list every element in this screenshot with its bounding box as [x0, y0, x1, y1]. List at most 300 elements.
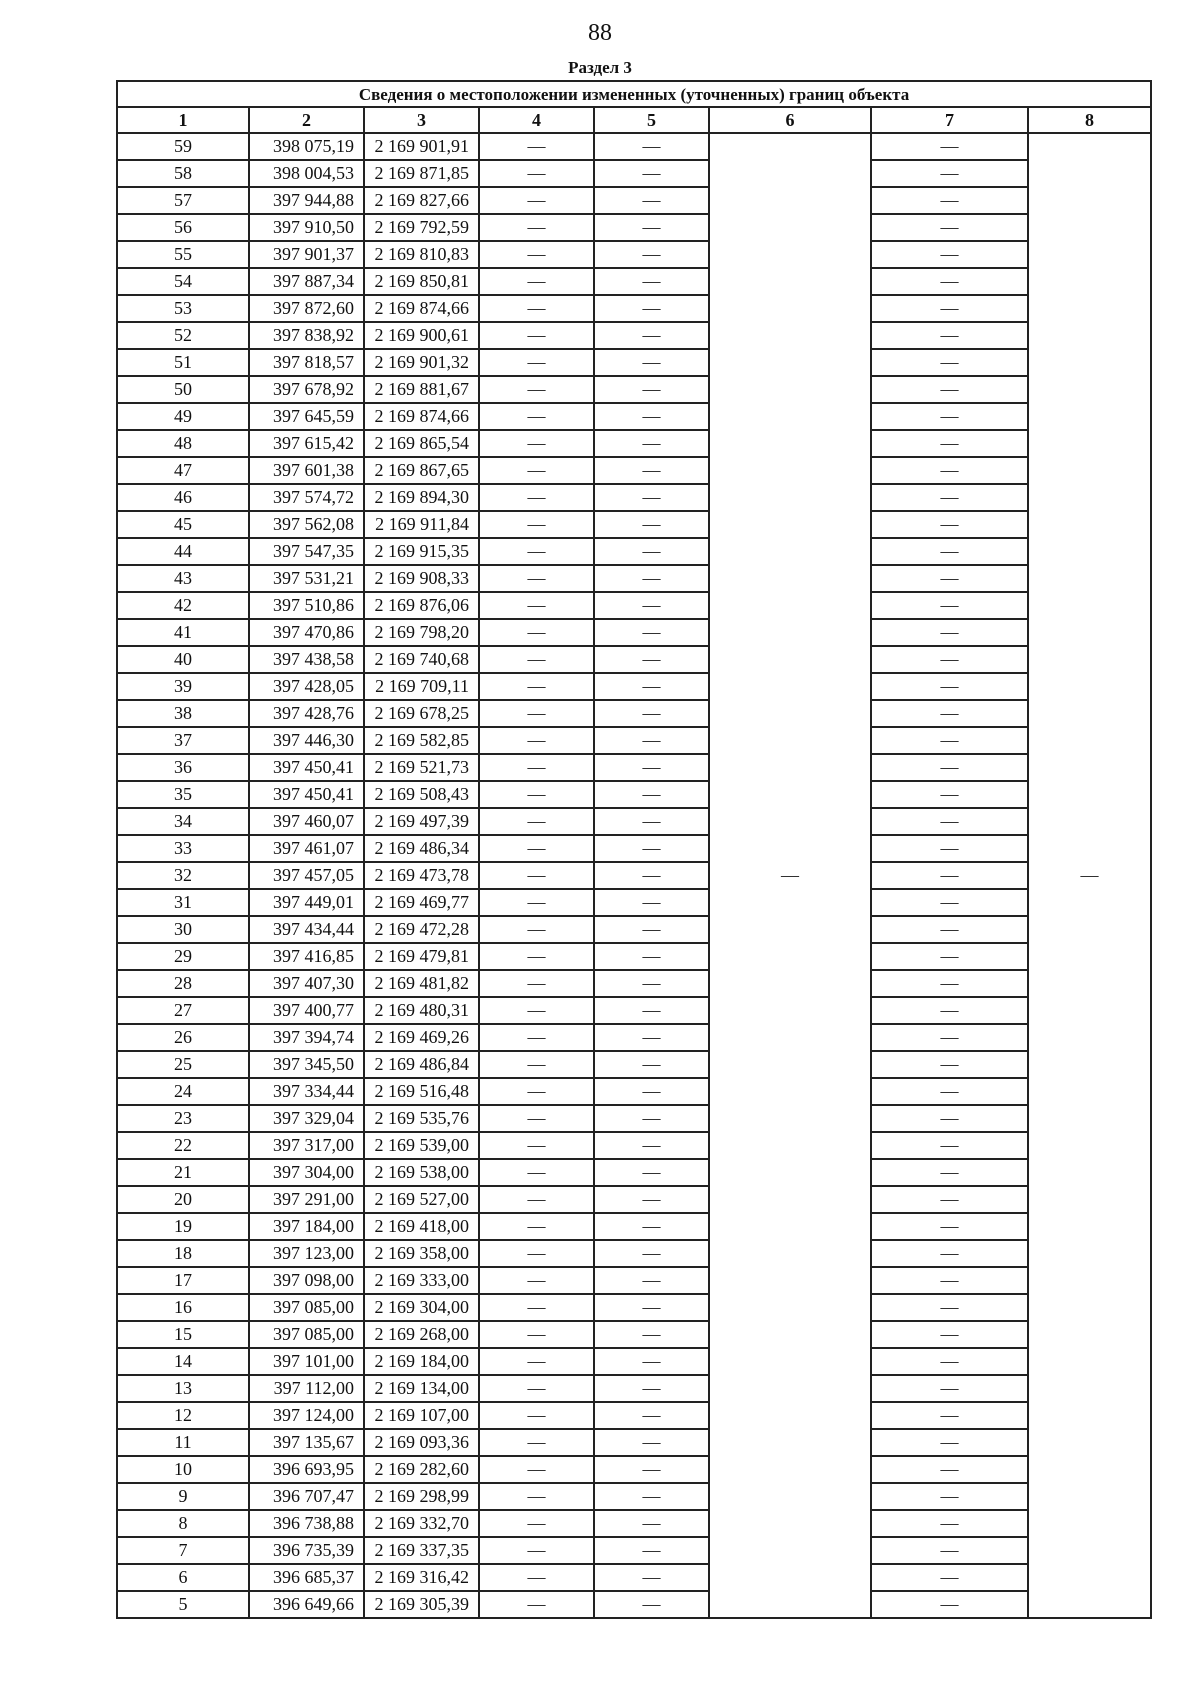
x-coordinate-cell: 398 004,53: [249, 160, 364, 187]
col4-cell: —: [479, 727, 594, 754]
point-number-cell: 6: [117, 1564, 249, 1591]
col4-cell: —: [479, 322, 594, 349]
col5-cell: —: [594, 1429, 709, 1456]
table-row: [117, 376, 1151, 403]
col5-cell: —: [594, 970, 709, 997]
x-coordinate-cell: 396 707,47: [249, 1483, 364, 1510]
col4-cell: —: [479, 889, 594, 916]
col7-cell: —: [871, 916, 1028, 943]
col5-cell: —: [594, 781, 709, 808]
y-coordinate-cell: 2 169 527,00: [364, 1186, 479, 1213]
col5-cell: —: [594, 916, 709, 943]
col5-cell: —: [594, 997, 709, 1024]
table-row: [117, 862, 1151, 889]
col4-cell: —: [479, 943, 594, 970]
col4-cell: —: [479, 1051, 594, 1078]
x-coordinate-cell: 397 394,74: [249, 1024, 364, 1051]
col7-cell: —: [871, 376, 1028, 403]
col4-cell: —: [479, 997, 594, 1024]
y-coordinate-cell: 2 169 535,76: [364, 1105, 479, 1132]
col4-cell: —: [479, 538, 594, 565]
table-row: [117, 808, 1151, 835]
x-coordinate-cell: 397 470,86: [249, 619, 364, 646]
x-coordinate-cell: 397 184,00: [249, 1213, 364, 1240]
y-coordinate-cell: 2 169 481,82: [364, 970, 479, 997]
table-row: [117, 1105, 1151, 1132]
y-coordinate-cell: 2 169 298,99: [364, 1483, 479, 1510]
y-coordinate-cell: 2 169 516,48: [364, 1078, 479, 1105]
x-coordinate-cell: 398 075,19: [249, 133, 364, 160]
col7-cell: —: [871, 781, 1028, 808]
y-coordinate-cell: 2 169 740,68: [364, 646, 479, 673]
col7-cell: —: [871, 1510, 1028, 1537]
point-number-cell: 47: [117, 457, 249, 484]
col4-cell: —: [479, 133, 594, 160]
col7-cell: —: [871, 619, 1028, 646]
point-number-cell: 45: [117, 511, 249, 538]
x-coordinate-cell: 396 738,88: [249, 1510, 364, 1537]
col7-cell: —: [871, 538, 1028, 565]
col4-cell: —: [479, 673, 594, 700]
col4-cell: —: [479, 1591, 594, 1618]
point-number-cell: 36: [117, 754, 249, 781]
boundary-table: [116, 80, 1152, 1619]
x-coordinate-cell: 397 457,05: [249, 862, 364, 889]
col7-cell: —: [871, 646, 1028, 673]
col5-cell: —: [594, 457, 709, 484]
col4-cell: —: [479, 1321, 594, 1348]
col4-cell: —: [479, 970, 594, 997]
column-number: 7: [871, 107, 1028, 133]
x-coordinate-cell: 397 400,77: [249, 997, 364, 1024]
col4-cell: —: [479, 457, 594, 484]
col7-cell: —: [871, 1240, 1028, 1267]
x-coordinate-cell: 397 872,60: [249, 295, 364, 322]
col7-cell: —: [871, 430, 1028, 457]
table-row: [117, 1078, 1151, 1105]
table-row: [117, 916, 1151, 943]
x-coordinate-cell: 397 601,38: [249, 457, 364, 484]
x-coordinate-cell: 397 416,85: [249, 943, 364, 970]
col4-cell: —: [479, 754, 594, 781]
table-row: [117, 187, 1151, 214]
col4-cell: —: [479, 835, 594, 862]
col5-cell: —: [594, 214, 709, 241]
x-coordinate-cell: 397 678,92: [249, 376, 364, 403]
col4-cell: —: [479, 403, 594, 430]
point-number-cell: 20: [117, 1186, 249, 1213]
col5-cell: —: [594, 1213, 709, 1240]
col7-cell: —: [871, 1294, 1028, 1321]
y-coordinate-cell: 2 169 709,11: [364, 673, 479, 700]
col7-cell: —: [871, 1402, 1028, 1429]
x-coordinate-cell: 397 547,35: [249, 538, 364, 565]
col4-cell: —: [479, 646, 594, 673]
col7-cell: —: [871, 1375, 1028, 1402]
x-coordinate-cell: 397 438,58: [249, 646, 364, 673]
x-coordinate-cell: 396 693,95: [249, 1456, 364, 1483]
table-row: [117, 1294, 1151, 1321]
col7-cell: —: [871, 1186, 1028, 1213]
x-coordinate-cell: 397 329,04: [249, 1105, 364, 1132]
x-coordinate-cell: 397 838,92: [249, 322, 364, 349]
col7-cell: —: [871, 1483, 1028, 1510]
col4-cell: —: [479, 1267, 594, 1294]
y-coordinate-cell: 2 169 333,00: [364, 1267, 479, 1294]
col4-cell: —: [479, 781, 594, 808]
section-title: Раздел 3: [568, 58, 632, 77]
x-coordinate-cell: 397 450,41: [249, 781, 364, 808]
table-title: Сведения о местоположении измененных (уточненных) границ объекта: [117, 81, 1151, 107]
col5-cell: —: [594, 241, 709, 268]
col5-cell: —: [594, 1267, 709, 1294]
y-coordinate-cell: 2 169 908,33: [364, 565, 479, 592]
col7-cell: —: [871, 1213, 1028, 1240]
col5-cell: —: [594, 1402, 709, 1429]
table-row: [117, 457, 1151, 484]
col4-cell: —: [479, 268, 594, 295]
table-row: [117, 349, 1151, 376]
y-coordinate-cell: 2 169 521,73: [364, 754, 479, 781]
col5-cell: —: [594, 808, 709, 835]
y-coordinate-cell: 2 169 867,65: [364, 457, 479, 484]
col4-cell: —: [479, 619, 594, 646]
point-number-cell: 17: [117, 1267, 249, 1294]
y-coordinate-cell: 2 169 894,30: [364, 484, 479, 511]
y-coordinate-cell: 2 169 473,78: [364, 862, 479, 889]
col7-cell: —: [871, 214, 1028, 241]
col7-cell: —: [871, 403, 1028, 430]
col5-cell: —: [594, 673, 709, 700]
point-number-cell: 57: [117, 187, 249, 214]
table-row: [117, 646, 1151, 673]
y-coordinate-cell: 2 169 316,42: [364, 1564, 479, 1591]
point-number-cell: 44: [117, 538, 249, 565]
col5-cell: —: [594, 889, 709, 916]
col7-cell: —: [871, 1321, 1028, 1348]
col4-cell: —: [479, 1078, 594, 1105]
col7-cell: —: [871, 1024, 1028, 1051]
x-coordinate-cell: 397 562,08: [249, 511, 364, 538]
table-row: [117, 1051, 1151, 1078]
table-row: [117, 754, 1151, 781]
point-number-cell: 34: [117, 808, 249, 835]
x-coordinate-cell: 397 901,37: [249, 241, 364, 268]
col4-cell: —: [479, 511, 594, 538]
point-number-cell: 27: [117, 997, 249, 1024]
table-row: [117, 1186, 1151, 1213]
y-coordinate-cell: 2 169 911,84: [364, 511, 479, 538]
y-coordinate-cell: 2 169 184,00: [364, 1348, 479, 1375]
point-number-cell: 19: [117, 1213, 249, 1240]
col5-cell: —: [594, 1240, 709, 1267]
table-row: [117, 403, 1151, 430]
col4-cell: —: [479, 1294, 594, 1321]
y-coordinate-cell: 2 169 107,00: [364, 1402, 479, 1429]
y-coordinate-cell: 2 169 332,70: [364, 1510, 479, 1537]
table-row: [117, 1267, 1151, 1294]
point-number-cell: 9: [117, 1483, 249, 1510]
col4-cell: —: [479, 916, 594, 943]
point-number-cell: 39: [117, 673, 249, 700]
x-coordinate-cell: 397 291,00: [249, 1186, 364, 1213]
x-coordinate-cell: 397 085,00: [249, 1321, 364, 1348]
table-row: [117, 835, 1151, 862]
col5-cell: —: [594, 727, 709, 754]
x-coordinate-cell: 397 135,67: [249, 1429, 364, 1456]
table-row: [117, 727, 1151, 754]
y-coordinate-cell: 2 169 901,91: [364, 133, 479, 160]
table-row: [117, 1375, 1151, 1402]
y-coordinate-cell: 2 169 268,00: [364, 1321, 479, 1348]
y-coordinate-cell: 2 169 539,00: [364, 1132, 479, 1159]
col4-cell: —: [479, 862, 594, 889]
col4-cell: —: [479, 1105, 594, 1132]
point-number-cell: 37: [117, 727, 249, 754]
point-number-cell: 41: [117, 619, 249, 646]
table-row: [117, 970, 1151, 997]
col4-cell: —: [479, 1132, 594, 1159]
table-row: [117, 700, 1151, 727]
col4-cell: —: [479, 1510, 594, 1537]
y-coordinate-cell: 2 169 792,59: [364, 214, 479, 241]
col5-cell: —: [594, 1483, 709, 1510]
y-coordinate-cell: 2 169 865,54: [364, 430, 479, 457]
table-row: [117, 592, 1151, 619]
col7-cell: —: [871, 457, 1028, 484]
point-number-cell: 59: [117, 133, 249, 160]
page-number: 88: [588, 20, 612, 46]
table-row: [117, 997, 1151, 1024]
col4-cell: —: [479, 295, 594, 322]
col5-cell: —: [594, 376, 709, 403]
col7-cell: —: [871, 1051, 1028, 1078]
col5-cell: —: [594, 1105, 709, 1132]
table-row: [117, 1213, 1151, 1240]
col5-cell: —: [594, 1132, 709, 1159]
col4-cell: —: [479, 430, 594, 457]
col7-cell: —: [871, 133, 1028, 160]
col5-cell: —: [594, 268, 709, 295]
y-coordinate-cell: 2 169 486,84: [364, 1051, 479, 1078]
point-number-cell: 49: [117, 403, 249, 430]
x-coordinate-cell: 397 124,00: [249, 1402, 364, 1429]
col5-cell: —: [594, 538, 709, 565]
y-coordinate-cell: 2 169 915,35: [364, 538, 479, 565]
y-coordinate-cell: 2 169 469,26: [364, 1024, 479, 1051]
point-number-cell: 31: [117, 889, 249, 916]
table-row: [117, 565, 1151, 592]
col4-cell: —: [479, 808, 594, 835]
y-coordinate-cell: 2 169 486,34: [364, 835, 479, 862]
col5-cell: —: [594, 754, 709, 781]
y-coordinate-cell: 2 169 871,85: [364, 160, 479, 187]
y-coordinate-cell: 2 169 874,66: [364, 403, 479, 430]
y-coordinate-cell: 2 169 900,61: [364, 322, 479, 349]
point-number-cell: 32: [117, 862, 249, 889]
point-number-cell: 10: [117, 1456, 249, 1483]
col4-cell: —: [479, 1483, 594, 1510]
col5-cell: —: [594, 133, 709, 160]
y-coordinate-cell: 2 169 093,36: [364, 1429, 479, 1456]
column-number-row: [117, 107, 1151, 133]
col7-cell: —: [871, 592, 1028, 619]
table-row: [117, 430, 1151, 457]
col7-cell: —: [871, 1456, 1028, 1483]
col4-cell: —: [479, 592, 594, 619]
x-coordinate-cell: 396 685,37: [249, 1564, 364, 1591]
col5-cell: —: [594, 160, 709, 187]
point-number-cell: 16: [117, 1294, 249, 1321]
col4-cell: —: [479, 1537, 594, 1564]
col7-cell: —: [871, 349, 1028, 376]
table-row: [117, 1483, 1151, 1510]
col5-cell: —: [594, 349, 709, 376]
col5-cell: —: [594, 1375, 709, 1402]
point-number-cell: 11: [117, 1429, 249, 1456]
col7-cell: —: [871, 1105, 1028, 1132]
y-coordinate-cell: 2 169 881,67: [364, 376, 479, 403]
point-number-cell: 24: [117, 1078, 249, 1105]
col6-merged-cell: —: [709, 133, 871, 1618]
col7-cell: —: [871, 700, 1028, 727]
table-row: [117, 268, 1151, 295]
col4-cell: —: [479, 1402, 594, 1429]
x-coordinate-cell: 397 101,00: [249, 1348, 364, 1375]
y-coordinate-cell: 2 169 678,25: [364, 700, 479, 727]
y-coordinate-cell: 2 169 479,81: [364, 943, 479, 970]
col7-cell: —: [871, 1078, 1028, 1105]
y-coordinate-cell: 2 169 472,28: [364, 916, 479, 943]
col7-cell: —: [871, 808, 1028, 835]
col7-cell: —: [871, 835, 1028, 862]
column-number: 2: [249, 107, 364, 133]
table-row: [117, 1159, 1151, 1186]
y-coordinate-cell: 2 169 876,06: [364, 592, 479, 619]
point-number-cell: 26: [117, 1024, 249, 1051]
col7-cell: —: [871, 1429, 1028, 1456]
x-coordinate-cell: 396 649,66: [249, 1591, 364, 1618]
col4-cell: —: [479, 376, 594, 403]
table-row: [117, 1132, 1151, 1159]
col7-cell: —: [871, 511, 1028, 538]
x-coordinate-cell: 397 887,34: [249, 268, 364, 295]
table-row: [117, 511, 1151, 538]
col8-merged-cell: —: [1028, 133, 1151, 1618]
col5-cell: —: [594, 1159, 709, 1186]
y-coordinate-cell: 2 169 810,83: [364, 241, 479, 268]
col5-cell: —: [594, 295, 709, 322]
x-coordinate-cell: 397 510,86: [249, 592, 364, 619]
x-coordinate-cell: 397 112,00: [249, 1375, 364, 1402]
column-number: 4: [479, 107, 594, 133]
column-number: 5: [594, 107, 709, 133]
y-coordinate-cell: 2 169 480,31: [364, 997, 479, 1024]
col7-cell: —: [871, 1537, 1028, 1564]
column-number: 3: [364, 107, 479, 133]
col7-cell: —: [871, 268, 1028, 295]
point-number-cell: 29: [117, 943, 249, 970]
y-coordinate-cell: 2 169 305,39: [364, 1591, 479, 1618]
point-number-cell: 15: [117, 1321, 249, 1348]
col5-cell: —: [594, 943, 709, 970]
col4-cell: —: [479, 349, 594, 376]
y-coordinate-cell: 2 169 538,00: [364, 1159, 479, 1186]
col4-cell: —: [479, 1159, 594, 1186]
y-coordinate-cell: 2 169 134,00: [364, 1375, 479, 1402]
table-row: [117, 673, 1151, 700]
col7-cell: —: [871, 565, 1028, 592]
point-number-cell: 14: [117, 1348, 249, 1375]
table-row: [117, 160, 1151, 187]
col7-cell: —: [871, 1159, 1028, 1186]
point-number-cell: 28: [117, 970, 249, 997]
table-row: [117, 1321, 1151, 1348]
point-number-cell: 50: [117, 376, 249, 403]
table-row: [117, 1024, 1151, 1051]
table-row: [117, 1456, 1151, 1483]
col4-cell: —: [479, 241, 594, 268]
table-row: [117, 214, 1151, 241]
x-coordinate-cell: 397 304,00: [249, 1159, 364, 1186]
x-coordinate-cell: 397 434,44: [249, 916, 364, 943]
col7-cell: —: [871, 322, 1028, 349]
table-row: [117, 538, 1151, 565]
col4-cell: —: [479, 1240, 594, 1267]
col5-cell: —: [594, 619, 709, 646]
col7-cell: —: [871, 1348, 1028, 1375]
point-number-cell: 7: [117, 1537, 249, 1564]
column-number: 6: [709, 107, 871, 133]
col7-cell: —: [871, 970, 1028, 997]
col7-cell: —: [871, 241, 1028, 268]
col4-cell: —: [479, 1375, 594, 1402]
point-number-cell: 51: [117, 349, 249, 376]
x-coordinate-cell: 397 123,00: [249, 1240, 364, 1267]
x-coordinate-cell: 397 317,00: [249, 1132, 364, 1159]
col5-cell: —: [594, 1024, 709, 1051]
y-coordinate-cell: 2 169 469,77: [364, 889, 479, 916]
col4-cell: —: [479, 1186, 594, 1213]
col4-cell: —: [479, 214, 594, 241]
table-row: [117, 1510, 1151, 1537]
x-coordinate-cell: 397 615,42: [249, 430, 364, 457]
col7-cell: —: [871, 673, 1028, 700]
col7-cell: —: [871, 1132, 1028, 1159]
point-number-cell: 18: [117, 1240, 249, 1267]
col7-cell: —: [871, 187, 1028, 214]
y-coordinate-cell: 2 169 304,00: [364, 1294, 479, 1321]
y-coordinate-cell: 2 169 282,60: [364, 1456, 479, 1483]
col4-cell: —: [479, 565, 594, 592]
col7-cell: —: [871, 754, 1028, 781]
x-coordinate-cell: 397 098,00: [249, 1267, 364, 1294]
point-number-cell: 30: [117, 916, 249, 943]
x-coordinate-cell: 397 428,05: [249, 673, 364, 700]
y-coordinate-cell: 2 169 337,35: [364, 1537, 479, 1564]
point-number-cell: 33: [117, 835, 249, 862]
point-number-cell: 42: [117, 592, 249, 619]
table-row: [117, 1429, 1151, 1456]
col7-cell: —: [871, 1591, 1028, 1618]
col7-cell: —: [871, 160, 1028, 187]
x-coordinate-cell: 397 428,76: [249, 700, 364, 727]
table-row: [117, 1348, 1151, 1375]
point-number-cell: 40: [117, 646, 249, 673]
col5-cell: —: [594, 1321, 709, 1348]
col5-cell: —: [594, 565, 709, 592]
col5-cell: —: [594, 1051, 709, 1078]
